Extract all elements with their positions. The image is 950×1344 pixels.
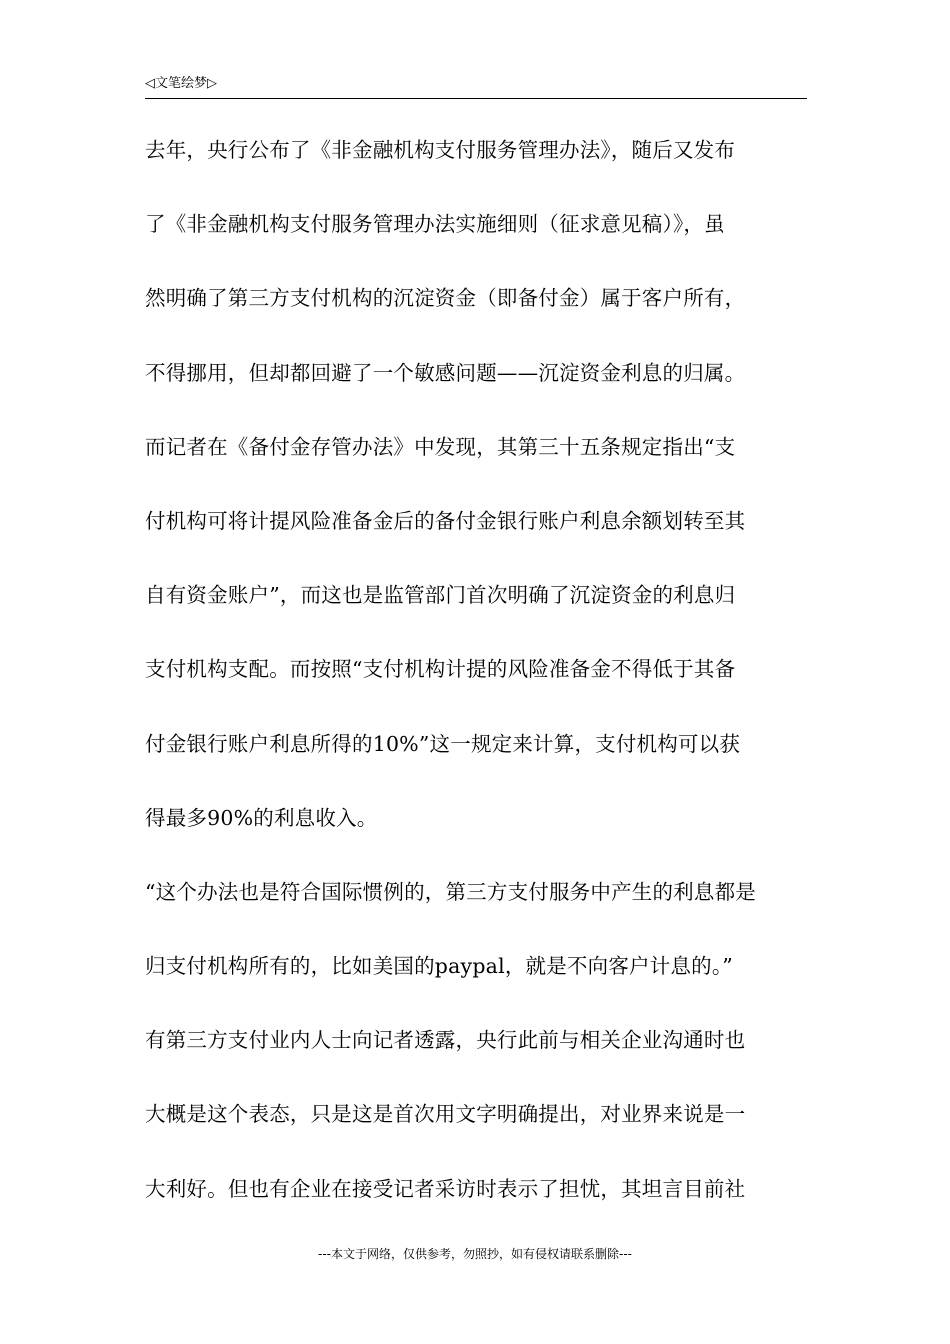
header-title <box>145 75 217 93</box>
article-line: 而记者在《备付金存管办法》中发现，其第三十五条规定指出“支 <box>145 434 736 459</box>
article-line: 大概是这个表态，只是这是首次用文字明确提出，对业界来说是一 <box>145 1102 746 1127</box>
article-line: 大利好。但也有企业在接受记者采访时表示了担忧，其坦言目前社 <box>145 1176 746 1201</box>
article-line: 支付机构支配。而按照“支付机构计提的风险准备金不得低于其备 <box>145 657 736 682</box>
footer-notice: ---本文于网络，仅供参考，勿照抄，如有侵权请联系删除--- <box>318 1247 632 1261</box>
article-line: 了《非金融机构支付服务管理办法实施细则（征求意见稿）》，虽 <box>145 212 725 237</box>
article-line: 有第三方支付业内人士向记者透露，央行此前与相关企业沟通时也 <box>145 1028 746 1053</box>
article-line: 付金银行账户利息所得的10%”这一规定来计算，支付机构可以获 <box>145 731 741 756</box>
article-line: 得最多90%的利息收入。 <box>145 805 378 830</box>
left-triangle-icon: ◁ <box>145 76 155 91</box>
article-line: 去年，央行公布了《非金融机构支付服务管理办法》，随后又发布 <box>145 138 736 162</box>
article-line: 然明确了第三方支付机构的沉淀资金（即备付金）属于客户所有， <box>145 286 746 311</box>
article-line: 归支付机构所有的，比如美国的paypal，就是不向客户计息的。” <box>145 954 733 979</box>
right-triangle-icon: ▷ <box>207 76 218 91</box>
article-body <box>145 135 815 1248</box>
article-line: 付机构可将计提风险准备金后的备付金银行账户利息余额划转至其 <box>145 508 746 533</box>
article-line: 不得挪用，但却都回避了一个敏感问题——沉淀资金利息的归属。 <box>145 360 746 385</box>
article-line: 自有资金账户”，而这也是监管部门首次明确了沉淀资金的利息归 <box>145 583 736 608</box>
page-header <box>145 74 807 99</box>
header-title-text: 文笔绘梦 <box>155 76 208 91</box>
article-line: “这个办法也是符合国际惯例的，第三方支付服务中产生的利息都是 <box>145 879 756 904</box>
